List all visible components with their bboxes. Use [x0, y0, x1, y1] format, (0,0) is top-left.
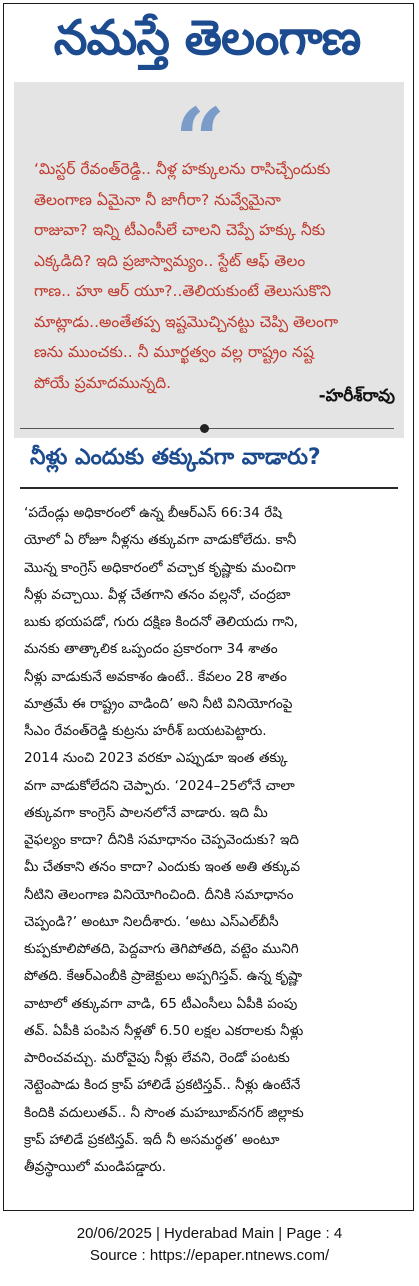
quote-line: రాజువా? ఇన్ని టీఎంసీలే చాలని చెప్పే హక్కు నీకు	[34, 221, 326, 239]
divider-dot-icon	[200, 424, 209, 433]
article-line: 2014 నుంచి 2023 వరకూ ఎప్పుడూ ఇంత తక్కు	[24, 750, 288, 767]
article-line: వైఫల్యం కాదా? దీనికి సమాధానం చెప్పవెందుకు? ఇది	[24, 832, 299, 848]
article-line: కిందికి వదులుతవ్.. నీ సొంత మహబూబ్‌నగర్ జిల్లాకు	[24, 1104, 304, 1121]
article-line: సీఎం రేవంత్‌రెడ్డి కుట్రను హరీశ్ బయటపెట్టారు.	[24, 723, 267, 739]
article-line: ‘పదేండ్లు అధికారంలో ఉన్న బీఆర్‌ఎస్ 66:34 రేషి	[24, 505, 282, 521]
article-body	[24, 500, 402, 1181]
article-line: మీ చేతకాని తనం కాదా? ఎందుకు ఇంత అతి తక్కువ	[24, 859, 300, 876]
article-line: నీటిని తెలంగాణ వినియోగించింది. దీనికి సమాధానం	[24, 886, 294, 903]
heading-rule	[20, 487, 398, 489]
article-line: పోతది. కేఆర్‌ఎంబీకి ప్రాజెక్టులు అప్పగిస్తవ్. ఉన్న కృష్ణా	[24, 968, 303, 985]
quote-line: ణను ముంచకు.. నీ మూర్ఖత్వం వల్ల రాష్ట్రం నష్ట	[34, 343, 314, 361]
quote-line: గాణ.. హూ ఆర్ యూ?..తెలియకుంటే తెలుసుకొని	[34, 282, 332, 300]
article-line: చెప్పండి?’ అంటూ నిలదీశారు. ‘అటు ఎస్‌ఎల్‌బీసీ	[24, 913, 279, 930]
footer-source: Source : https://epaper.ntnews.com/	[89, 1247, 330, 1264]
quote-line: తెలంగాణ ఏమైనా నీ జాగీరా? నువ్వేమైనా	[34, 190, 281, 209]
quote-text	[34, 154, 390, 398]
article-line: యోలో ఏ రోజూ నీళ్లను తక్కువగా వాడుకోలేదు. కానీ	[24, 532, 297, 549]
article-line: తవ్. ఏపీకి పంపిన నీళ్లతో 6.50 లక్షల ఎకరాలకు నీళ్లు	[24, 1022, 304, 1039]
article-line: మాత్రమే ఈ రాష్ట్రం వాడింది’ అని నీటి వినియోగంపై	[24, 695, 293, 712]
quote-line: మాట్లాడు..అంతేతప్ప ఇష్టమొచ్చినట్టు చెప్పి తెలంగా	[34, 312, 339, 331]
article-line: తక్కువగా కాంగ్రెస్ పాలనలోనే వాడారు. ఇది మీ	[24, 804, 268, 821]
quote-line: ‘మిస్టర్ రేవంత్‌రెడ్డి.. నీళ్ల హక్కులను రాసిచ్చేందుకు	[34, 160, 331, 178]
article-line: మనకు తాత్కాలిక ఒప్పందం ప్రకారంగా 34 శాతం	[24, 641, 278, 658]
quote-line: పోయే ప్రమాదమున్నది.	[34, 373, 172, 392]
article-line: వాటాలో తక్కువగా వాడి, 65 టీఎంసీలు ఏపీకి పంపు	[24, 995, 298, 1012]
quote-author: -హరీశ్‌రావు	[318, 386, 395, 406]
article-line: క్రాప్ హాలిడే ప్రకటిస్తవ్. ఇదీ నీ అసమర్థత’ అంటూ	[24, 1131, 280, 1148]
newspaper-masthead: నమస్తే తెలంగాణ	[53, 10, 361, 66]
article-line: పారించవచ్చు. మరోవైపు నీళ్లు లేవని, రెండో పంటకు	[24, 1050, 290, 1066]
footer-date-edition: 20/06/2025 | Hyderabad Main | Page : 4	[76, 1225, 343, 1242]
article-line: కుప్పకూలిపోతది, పెద్దవాగు తెగిపోతది, వట్టెం మునిగి	[24, 941, 299, 957]
article-line: తీవ్రస్థాయిలో మండిపడ్డారు.	[24, 1159, 167, 1175]
quote-mark-icon: “	[174, 88, 226, 192]
article-line: మొన్న కాంగ్రెస్ అధికారంలో వచ్చాక కృష్ణాకు మంచిగా	[24, 559, 296, 576]
article-line: నెట్టెంపాడు కింద క్రాప్ హాలిడే ప్రకటిస్తవ్.. నీళ్లు ఉంటేనే	[24, 1077, 301, 1094]
article-line: నీళ్లు వాడుకునే అవకాశం ఉంటే.. కేవలం 28 శాతం	[24, 668, 287, 685]
article-line: నీళ్లు వచ్చాయి. వీళ్ల చేతగాని తనం వల్లనో, చంద్రబా	[24, 586, 291, 603]
article-line: బుకు భయపడో, గురు దక్షిణ కిందనో తెలియదు గాని,	[24, 614, 299, 630]
footer	[0, 1223, 419, 1267]
article-heading: నీళ్లు ఎందుకు తక్కువగా వాడారు?	[30, 445, 321, 470]
quote-line: ఎక్కడిది? ఇది ప్రజాస్వామ్యం.. స్టేట్ ఆఫ్ తెలం	[34, 251, 306, 270]
article-line: వగా వాడుకోలేదని చెప్పారు. ‘2024–25లోనే చాలా	[24, 777, 295, 794]
